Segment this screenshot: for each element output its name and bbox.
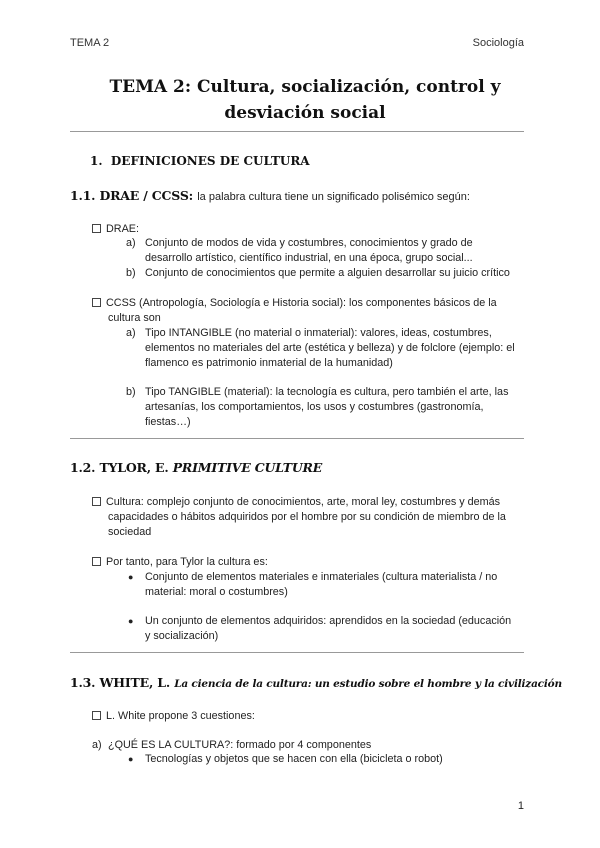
section-title: DEFINICIONES DE CULTURA xyxy=(110,154,310,168)
checkbox-item-cultura xyxy=(92,495,506,540)
list-item xyxy=(145,236,473,266)
list-marker: a) xyxy=(126,327,136,339)
text-line: Cultura: complejo conjunto de conocimientos, arte, moral ley, costumbres y demás xyxy=(106,496,501,508)
subsection-italic-title: PRIMITIVE CULTURE xyxy=(172,460,323,475)
text-line: CCSS (Antropología, Sociología e Historia social): los componentes básicos de la xyxy=(106,297,497,309)
subsection-label: 1.3. WHITE, L. xyxy=(70,675,171,690)
subsection-1-3 xyxy=(70,675,562,690)
text-line: Conjunto de conocimientos que permite a alguien desarrollar su juicio crítico xyxy=(145,267,510,279)
subsection-label: 1.2. TYLOR, E. xyxy=(70,460,169,475)
list-item xyxy=(145,326,515,371)
divider xyxy=(70,131,524,132)
list-marker: a) xyxy=(126,237,136,249)
divider xyxy=(70,652,524,653)
text-line: cultura son xyxy=(108,312,161,324)
text-line: artesanías, los comportamientos, los usos y costumbres (gastronomía, xyxy=(145,401,484,413)
checkbox-icon xyxy=(92,497,101,506)
list-item xyxy=(145,266,510,281)
text-line: y socialización) xyxy=(145,630,219,642)
divider xyxy=(70,438,524,439)
text-line: Por tanto, para Tylor la cultura es: xyxy=(106,556,268,568)
text-line: material: moral o costumbres) xyxy=(145,586,288,598)
list-item: ¿QUÉ ES LA CULTURA?: formado por 4 componentes xyxy=(108,739,372,751)
list-item: Tecnologías y objetos que se hacen con ella (bicicleta o robot) xyxy=(145,753,443,765)
text-line: elementos no materiales del arte (estética y belleza) y de folclore (ejemplo: el xyxy=(145,342,515,354)
list-item xyxy=(145,570,497,600)
list-marker: b) xyxy=(126,267,136,279)
subsection-label: 1.1. DRAE / CCSS: xyxy=(70,188,194,203)
text-line: Conjunto de elementos materiales e inmateriales (cultura materialista / no xyxy=(145,571,498,583)
bullet-icon: ● xyxy=(128,572,134,582)
checkbox-item-white xyxy=(92,709,255,724)
document-title: TEMA 2: Cultura, socialización, control y desviación social xyxy=(109,77,501,123)
checkbox-item-tylor xyxy=(92,555,268,570)
checkbox-icon xyxy=(92,557,101,566)
item-label: DRAE: xyxy=(106,223,139,235)
checkbox-item-ccss xyxy=(92,296,497,326)
checkbox-icon xyxy=(92,298,101,307)
subsection-1-1 xyxy=(70,188,470,203)
header-right: Sociología xyxy=(472,37,524,49)
checkbox-item-drae xyxy=(92,222,139,237)
list-item xyxy=(145,385,508,430)
text-line: Tipo TANGIBLE (material): la tecnología es cultura, pero también el arte, las xyxy=(145,386,509,398)
text-line: Un conjunto de elementos adquiridos: aprendidos en la sociedad (educación xyxy=(145,615,512,627)
text-line: L. White propone 3 cuestiones: xyxy=(106,710,255,722)
section-number: 1. xyxy=(90,154,103,168)
text-line: desarrollo artístico, científico industrial, en una época, grupo social... xyxy=(145,252,473,264)
subsection-text: la palabra cultura tiene un significado polisémico según: xyxy=(197,191,470,203)
page-number: 1 xyxy=(517,800,524,812)
section-heading xyxy=(90,154,310,168)
text-line: Tipo INTANGIBLE (no material o inmaterial): valores, ideas, costumbres, xyxy=(145,327,492,339)
text-line: Conjunto de modos de vida y costumbres, conocimientos y grado de xyxy=(145,237,473,249)
list-marker: a) xyxy=(92,739,102,751)
bullet-icon: ● xyxy=(128,754,134,764)
header-left: TEMA 2 xyxy=(70,37,110,49)
list-marker: b) xyxy=(126,386,136,398)
subsection-1-2 xyxy=(70,460,322,475)
text-line: flamenco es patrimonio inmaterial de la humanidad) xyxy=(145,357,393,369)
text-line: fiestas…) xyxy=(145,416,191,428)
checkbox-icon xyxy=(92,224,101,233)
text-line: sociedad xyxy=(108,526,152,538)
text-line: capacidades o hábitos adquiridos por el hombre por su condición de miembro de la xyxy=(108,511,506,523)
subsection-italic-title: La ciencia de la cultura: un estudio sobre el hombre y la civilización xyxy=(174,678,562,690)
list-item xyxy=(145,614,511,644)
bullet-icon: ● xyxy=(128,616,134,626)
checkbox-icon xyxy=(92,711,101,720)
